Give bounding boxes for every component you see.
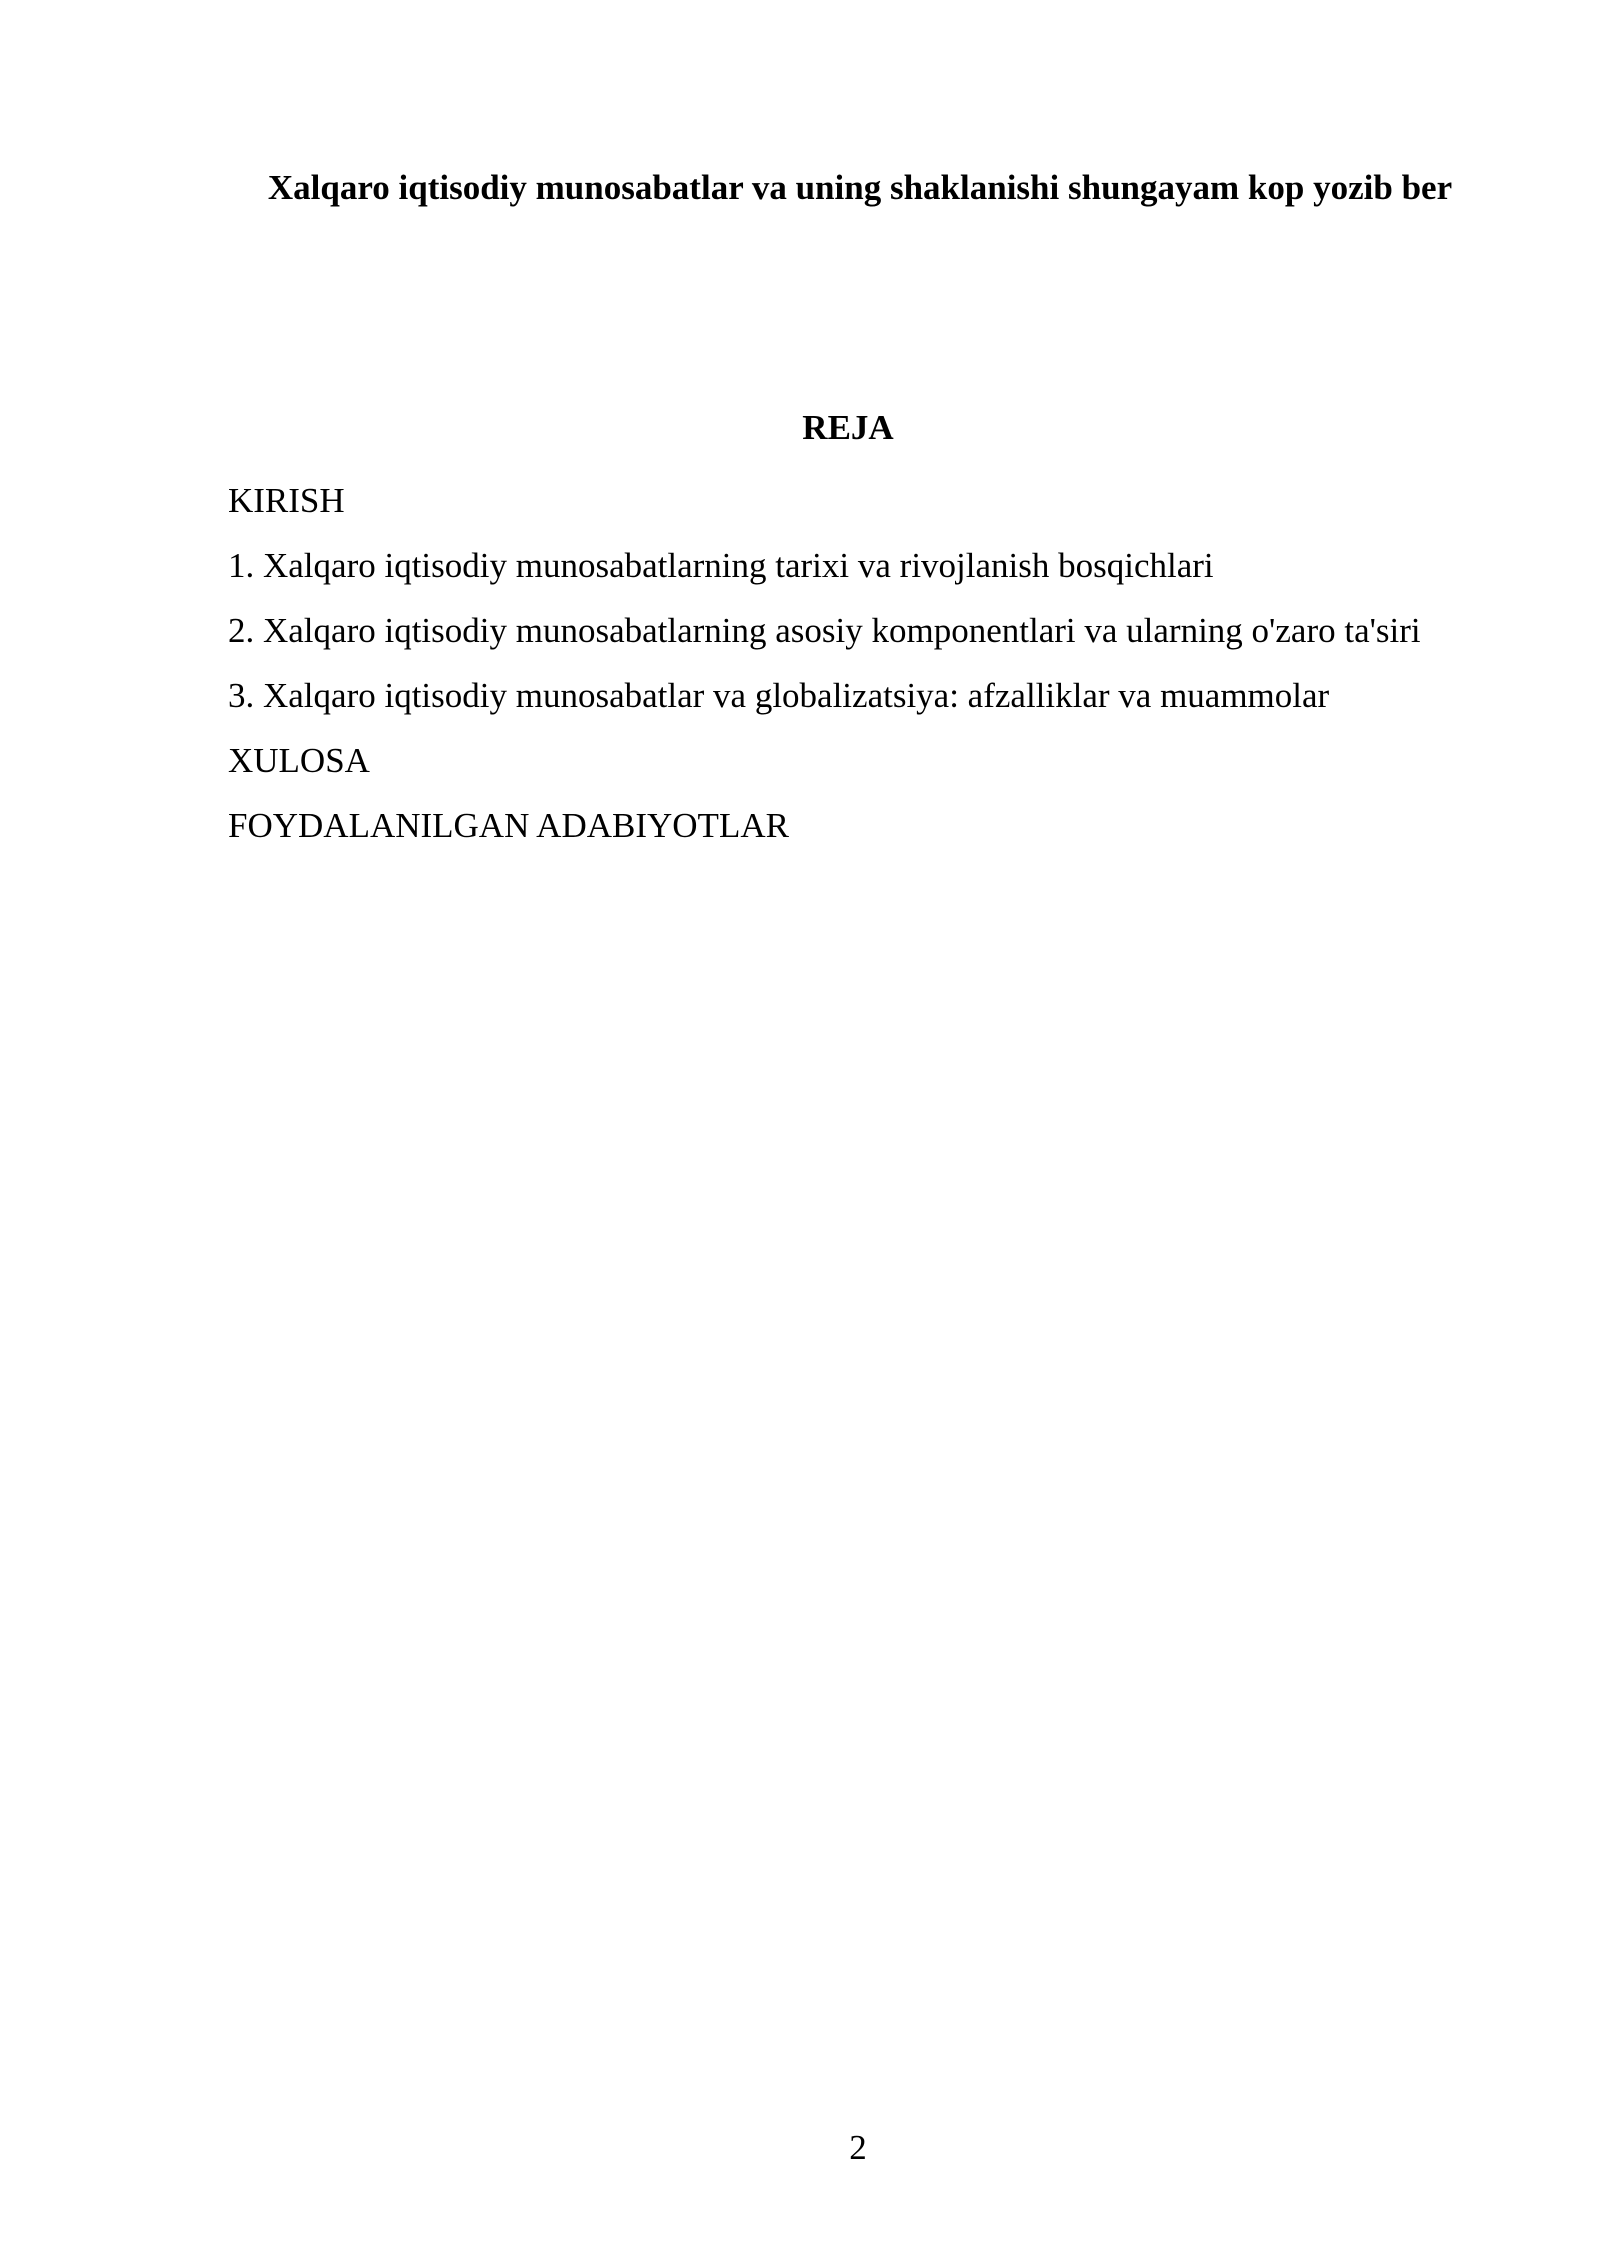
plan-item-references: FOYDALANILGAN ADABIYOTLAR (228, 806, 789, 845)
plan-item-3: 3. Xalqaro iqtisodiy munosabatlar va globalizatsiya: afzalliklar va muammolar (228, 676, 1330, 715)
plan-item-conclusion: XULOSA (228, 741, 370, 780)
plan-heading: REJA (802, 408, 894, 447)
page-number: 2 (849, 2128, 867, 2167)
plan-item-introduction: KIRISH (228, 481, 345, 520)
plan-item-1: 1. Xalqaro iqtisodiy munosabatlarning tarixi va rivojlanish bosqichlari (228, 546, 1214, 585)
plan-list (228, 473, 1478, 863)
document-title: Xalqaro iqtisodiy munosabatlar va uning shaklanishi shungayam kop yozib ber (267, 168, 1453, 207)
plan-item-2: 2. Xalqaro iqtisodiy munosabatlarning asosiy komponentlari va ularning o'zaro ta'siri (228, 611, 1421, 650)
